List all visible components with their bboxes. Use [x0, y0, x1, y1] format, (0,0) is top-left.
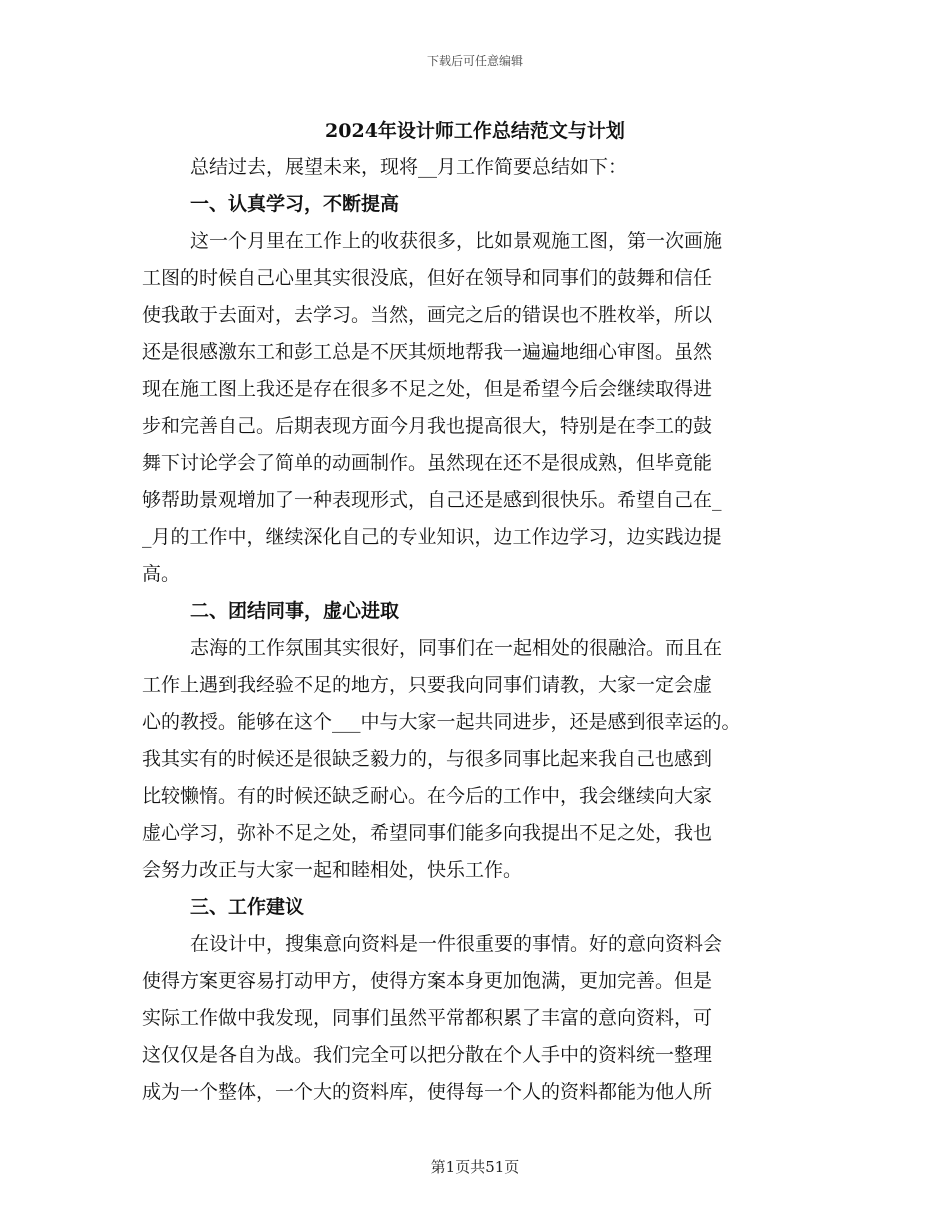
paragraph-line: _月的工作中，继续深化自己的专业知识，边工作边学习，边实践边提 [142, 526, 722, 548]
paragraph-line: 使我敢于去面对，去学习。当然，画完之后的错误也不胜枚举，所以 [142, 304, 713, 326]
paragraph-line: 我其实有的时候还是很缺乏毅力的，与很多同事比起来我自己也感到 [142, 748, 713, 770]
section-heading-3: 三、工作建议 [190, 896, 305, 918]
paragraph-line: 现在施工图上我还是存在很多不足之处，但是希望今后会继续取得进 [142, 378, 713, 400]
paragraph-line: 步和完善自己。后期表现方面今月我也提高很大，特别是在李工的鼓 [142, 415, 713, 437]
page-number-footer: 第1页共51页 [430, 1158, 520, 1176]
paragraph-line: 会努力改正与大家一起和睦相处，快乐工作。 [142, 859, 523, 881]
paragraph-line: 在设计中，搜集意向资料是一件很重要的事情。好的意向资料会 [190, 933, 723, 955]
paragraph-line: 心的教授。能够在这个___中与大家一起共同进步，还是感到很幸运的。 [142, 711, 741, 733]
paragraph-line: 这仅仅是各自为战。我们完全可以把分散在个人手中的资料统一整理 [142, 1044, 713, 1066]
paragraph-line: 还是很感激东工和彭工总是不厌其烦地帮我一遍遍地细心审图。虽然 [142, 341, 713, 363]
page-header: 下载后可任意编辑 [426, 54, 523, 68]
paragraph-line: 成为一个整体，一个大的资料库，使得每一个人的资料都能为他人所 [142, 1081, 713, 1103]
paragraph-line: 这一个月里在工作上的收获很多，比如景观施工图，第一次画施 [190, 230, 723, 252]
document-title: 2024年设计师工作总结范文与计划 [325, 120, 625, 142]
section-heading-1: 一、认真学习，不断提高 [190, 193, 400, 215]
intro-paragraph: 总结过去，展望未来，现将__月工作简要总结如下： [190, 156, 628, 178]
paragraph-line: 实际工作做中我发现，同事们虽然平常都积累了丰富的意向资料，可 [142, 1007, 713, 1029]
section-heading-2: 二、团结同事，虚心进取 [190, 600, 400, 622]
paragraph-line: 工图的时候自己心里其实很没底，但好在领导和同事们的鼓舞和信任 [142, 267, 713, 289]
paragraph-line: 高。 [142, 563, 181, 585]
paragraph-line: 虚心学习，弥补不足之处，希望同事们能多向我提出不足之处，我也 [142, 822, 713, 844]
paragraph-line: 舞下讨论学会了简单的动画制作。虽然现在还不是很成熟，但毕竟能 [142, 452, 713, 474]
paragraph-line: 使得方案更容易打动甲方，使得方案本身更加饱满，更加完善。但是 [142, 970, 713, 992]
paragraph-line: 比较懒惰。有的时候还缺乏耐心。在今后的工作中，我会继续向大家 [142, 785, 713, 807]
paragraph-line: 志海的工作氛围其实很好，同事们在一起相处的很融洽。而且在 [190, 637, 723, 659]
paragraph-line: 工作上遇到我经验不足的地方，只要我向同事们请教，大家一定会虚 [142, 674, 713, 696]
paragraph-line: 够帮助景观增加了一种表现形式，自己还是感到很快乐。希望自己在_ [142, 489, 722, 511]
